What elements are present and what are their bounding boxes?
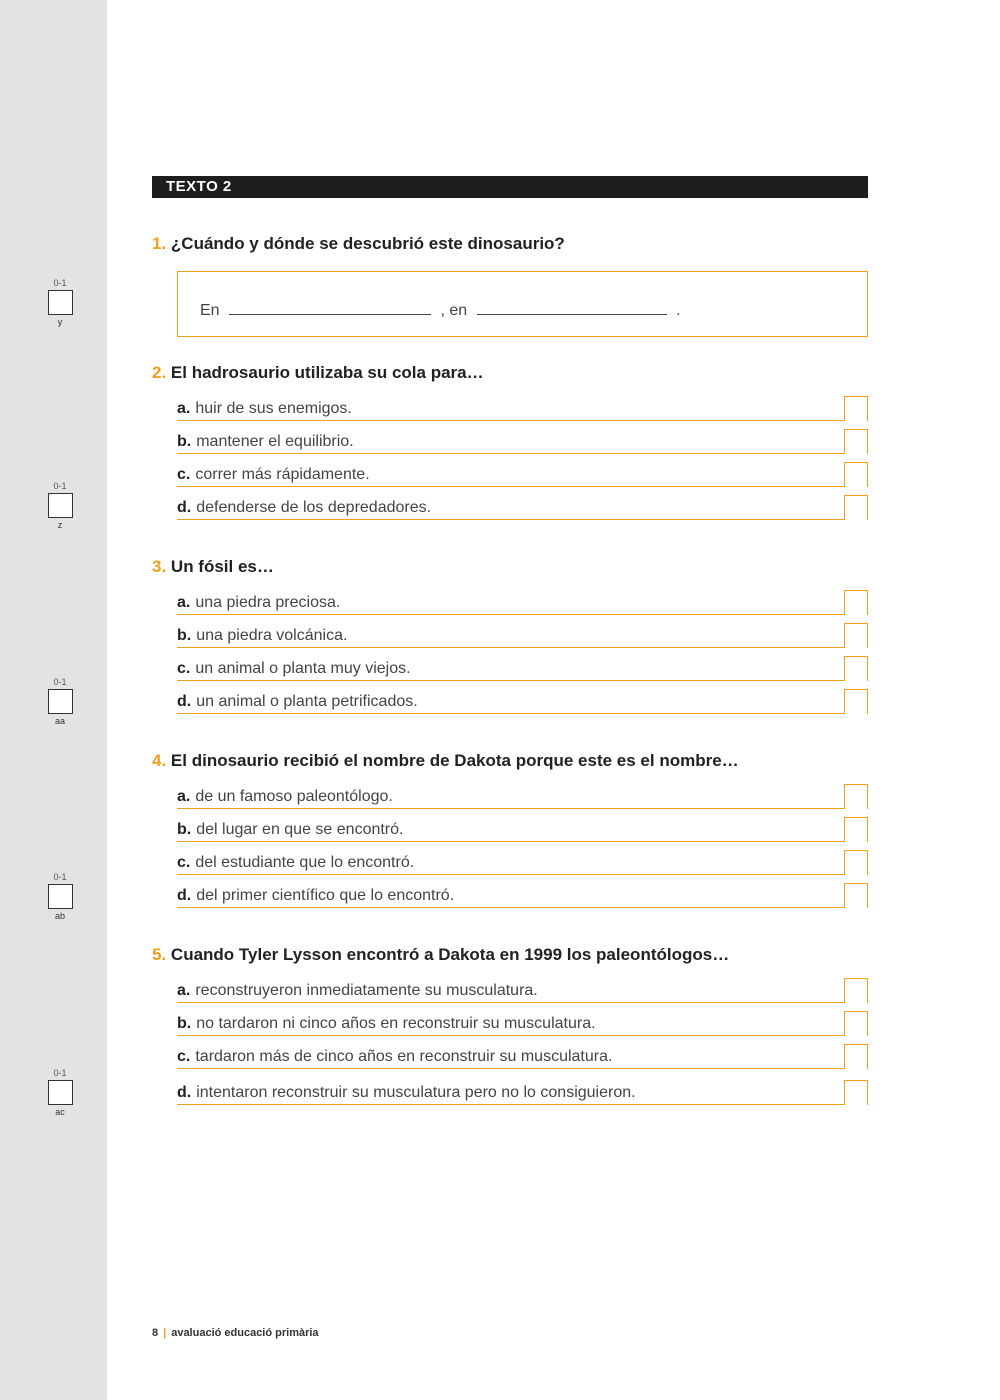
question-number: 2.	[152, 363, 167, 382]
option-q3-d[interactable]	[177, 689, 868, 714]
option-text: del lugar en que se encontró.	[196, 821, 404, 838]
question-text: El dinosaurio recibió el nombre de Dakota porque este es el nombre…	[170, 751, 739, 770]
option-text: reconstruyeron inmediatamente su musculatura.	[195, 982, 538, 999]
option-checkbox[interactable]	[844, 495, 868, 520]
option-letter: a.	[177, 400, 191, 417]
question-text: ¿Cuándo y dónde se descubrió este dinosaurio?	[170, 234, 565, 253]
score-checkbox[interactable]	[48, 493, 73, 518]
score-code: z	[57, 520, 63, 530]
option-checkbox[interactable]	[844, 396, 868, 421]
option-q4-d[interactable]	[177, 883, 868, 908]
option-text: del estudiante que lo encontró.	[195, 854, 415, 871]
question-number: 4.	[152, 751, 167, 770]
option-q2-c[interactable]	[177, 462, 868, 487]
score-box-q4	[40, 872, 80, 921]
score-box-q3	[40, 677, 80, 726]
option-checkbox[interactable]	[844, 1044, 868, 1069]
option-q4-a[interactable]	[177, 784, 868, 809]
option-q2-a[interactable]	[177, 396, 868, 421]
left-margin-strip	[0, 0, 107, 1400]
score-code: aa	[54, 716, 65, 726]
option-checkbox[interactable]	[844, 590, 868, 615]
question-number: 1.	[152, 234, 167, 253]
score-range: 0-1	[53, 1068, 67, 1078]
question-text: Cuando Tyler Lysson encontró a Dakota en 1999 los paleontólogos…	[170, 945, 730, 964]
option-text: una piedra preciosa.	[195, 594, 341, 611]
option-text: un animal o planta petrificados.	[196, 693, 418, 710]
option-text: correr más rápidamente.	[195, 466, 370, 483]
option-q3-a[interactable]	[177, 590, 868, 615]
option-checkbox[interactable]	[844, 429, 868, 454]
option-text: de un famoso paleontólogo.	[195, 788, 393, 805]
option-checkbox[interactable]	[844, 978, 868, 1003]
score-range: 0-1	[53, 677, 67, 687]
section-title: TEXTO 2	[152, 176, 868, 198]
question-text: Un fósil es…	[170, 557, 274, 576]
option-text: defenderse de los depredadores.	[196, 499, 432, 516]
option-q2-b[interactable]	[177, 429, 868, 454]
score-box-q2	[40, 481, 80, 530]
option-text: no tardaron ni cinco años en reconstruir su musculatura.	[196, 1015, 596, 1032]
option-letter: b.	[177, 1015, 192, 1032]
option-letter: c.	[177, 1048, 191, 1065]
question-5	[152, 945, 729, 965]
option-text: mantener el equilibrio.	[196, 433, 354, 450]
option-text: intentaron reconstruir su musculatura pero no lo consiguieron.	[196, 1084, 636, 1101]
option-letter: b.	[177, 627, 192, 644]
option-checkbox[interactable]	[844, 784, 868, 809]
question-3	[152, 557, 274, 577]
option-letter: a.	[177, 594, 191, 611]
option-checkbox[interactable]	[844, 656, 868, 681]
option-q3-b[interactable]	[177, 623, 868, 648]
score-box-q5	[40, 1068, 80, 1117]
option-letter: c.	[177, 854, 191, 871]
option-checkbox[interactable]	[844, 623, 868, 648]
option-letter: b.	[177, 433, 192, 450]
score-range: 0-1	[53, 481, 67, 491]
score-code: ab	[54, 911, 65, 921]
score-checkbox[interactable]	[48, 884, 73, 909]
score-checkbox[interactable]	[48, 290, 73, 315]
question-2	[152, 363, 484, 383]
option-q2-d[interactable]	[177, 495, 868, 520]
option-letter: b.	[177, 821, 192, 838]
footer-separator: |	[163, 1327, 167, 1339]
option-q5-c[interactable]	[177, 1044, 868, 1069]
option-letter: a.	[177, 982, 191, 999]
option-text: una piedra volcánica.	[196, 627, 348, 644]
option-letter: d.	[177, 1084, 192, 1101]
option-checkbox[interactable]	[844, 817, 868, 842]
page-footer	[152, 1327, 319, 1339]
where-blank-input[interactable]	[477, 297, 667, 315]
option-checkbox[interactable]	[844, 883, 868, 908]
option-checkbox[interactable]	[844, 1080, 868, 1105]
option-q4-c[interactable]	[177, 850, 868, 875]
option-letter: d.	[177, 693, 192, 710]
option-checkbox[interactable]	[844, 462, 868, 487]
score-range: 0-1	[53, 872, 67, 882]
option-q5-a[interactable]	[177, 978, 868, 1003]
option-checkbox[interactable]	[844, 1011, 868, 1036]
option-letter: d.	[177, 499, 192, 516]
question-text: El hadrosaurio utilizaba su cola para…	[170, 363, 484, 382]
answer-middle: , en	[440, 302, 468, 319]
option-letter: c.	[177, 660, 191, 677]
answer-suffix: .	[676, 302, 681, 319]
option-letter: d.	[177, 887, 192, 904]
answer-prefix: En	[200, 302, 220, 319]
question-1	[152, 234, 565, 254]
option-text: huir de sus enemigos.	[195, 400, 352, 417]
footer-text: avaluació educació primària	[171, 1327, 319, 1339]
option-text: del primer científico que lo encontró.	[196, 887, 455, 904]
score-checkbox[interactable]	[48, 1080, 73, 1105]
option-q5-d[interactable]	[177, 1080, 868, 1105]
option-letter: c.	[177, 466, 191, 483]
score-range: 0-1	[53, 278, 67, 288]
option-q3-c[interactable]	[177, 656, 868, 681]
option-q5-b[interactable]	[177, 1011, 868, 1036]
option-text: tardaron más de cinco años en reconstruir su musculatura.	[195, 1048, 613, 1065]
score-checkbox[interactable]	[48, 689, 73, 714]
option-letter: a.	[177, 788, 191, 805]
option-q4-b[interactable]	[177, 817, 868, 842]
question-number: 3.	[152, 557, 167, 576]
option-text: un animal o planta muy viejos.	[195, 660, 411, 677]
page-number: 8	[152, 1327, 159, 1339]
score-code: y	[57, 317, 63, 327]
when-blank-input[interactable]	[229, 297, 431, 315]
answer-box-q1	[177, 271, 868, 337]
question-number: 5.	[152, 945, 167, 964]
score-code: ac	[55, 1107, 65, 1117]
option-checkbox[interactable]	[844, 689, 868, 714]
score-box-q1	[40, 278, 80, 327]
question-4	[152, 751, 739, 771]
option-checkbox[interactable]	[844, 850, 868, 875]
